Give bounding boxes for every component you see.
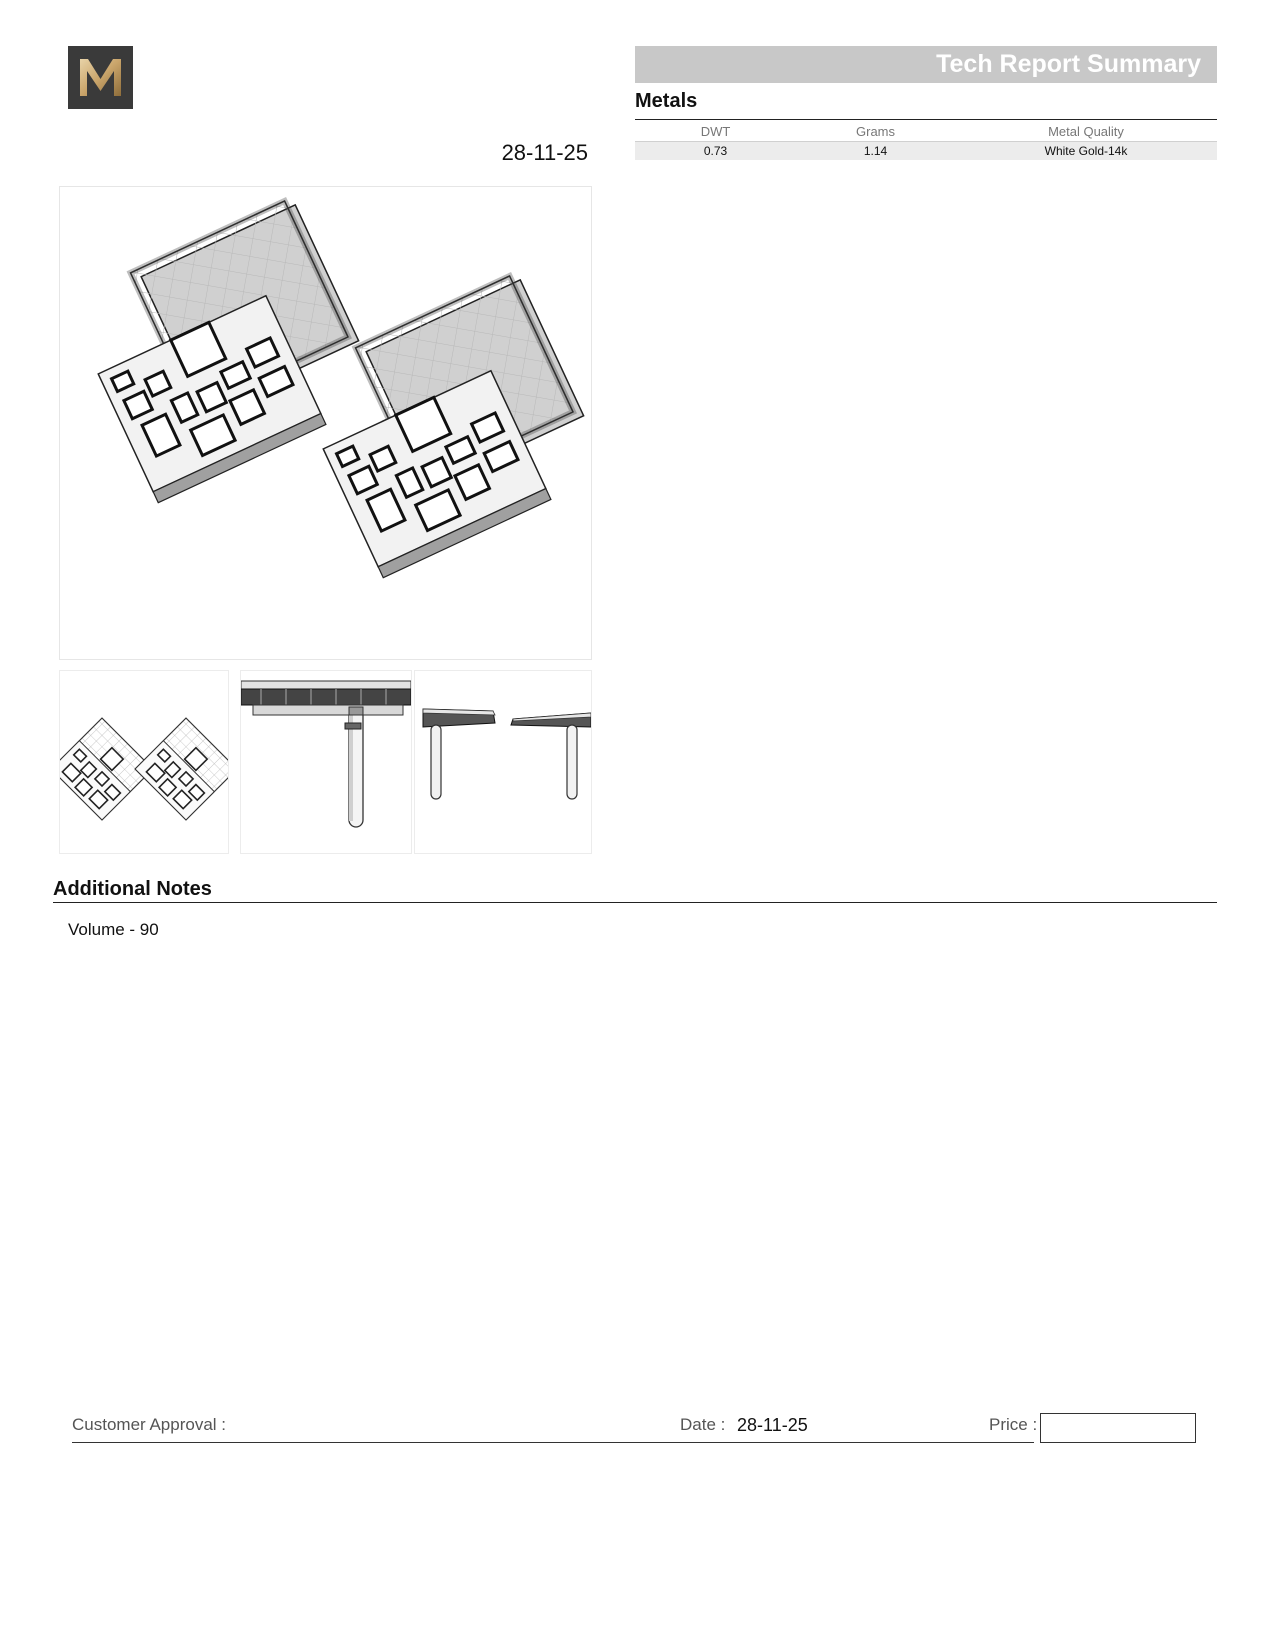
metals-header-row — [635, 121, 1217, 142]
earring-front-view-icon — [241, 671, 411, 853]
approval-date-value: 28-11-25 — [737, 1415, 808, 1435]
report-title: Tech Report Summary — [936, 50, 1201, 78]
notes-divider — [53, 902, 1217, 903]
customer-approval-label: Customer Approval : — [72, 1415, 227, 1434]
approval-signature-line[interactable] — [72, 1442, 1034, 1443]
price-field[interactable] — [1040, 1413, 1196, 1443]
notes-text: Volume - 90 — [68, 920, 159, 939]
approval-date-label: Date : — [680, 1415, 726, 1434]
thumbnail-side-view — [414, 670, 592, 854]
metals-divider — [635, 119, 1217, 120]
cell-grams: 1.14 — [796, 142, 955, 161]
column-header-metal-quality: Metal Quality — [955, 121, 1217, 142]
cell-metal-quality: White Gold-14k — [955, 142, 1217, 161]
cell-dwt: 0.73 — [635, 142, 796, 161]
notes-heading: Additional Notes — [53, 878, 212, 900]
earring-perspective-icon — [60, 187, 591, 659]
earring-side-view-icon — [415, 671, 591, 853]
main-render-image — [59, 186, 592, 660]
title-bar — [635, 46, 1217, 83]
earring-top-view-icon — [60, 671, 228, 853]
report-date: 28-11-25 — [501, 140, 588, 165]
column-header-dwt: DWT — [635, 121, 796, 142]
price-label: Price : — [989, 1415, 1038, 1434]
logo-m-icon — [68, 46, 133, 109]
metals-table — [635, 121, 1217, 160]
column-header-grams: Grams — [796, 121, 955, 142]
thumbnail-front-view — [240, 670, 412, 854]
company-logo — [68, 46, 133, 109]
table-row — [635, 142, 1217, 161]
thumbnail-top-view — [59, 670, 229, 854]
metals-heading: Metals — [635, 90, 698, 112]
